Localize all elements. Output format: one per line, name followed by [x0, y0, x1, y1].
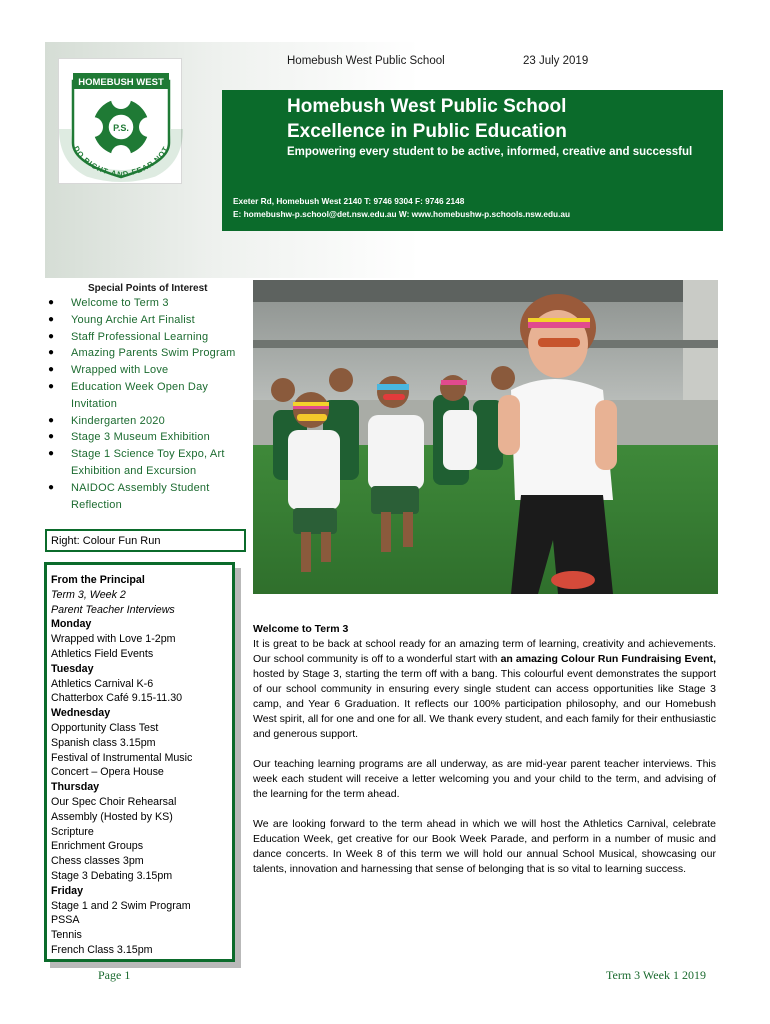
- header-date: 23 July 2019: [523, 55, 589, 67]
- principal-term: Term 3, Week 2: [51, 588, 126, 601]
- principal-title: From the Principal: [51, 574, 145, 586]
- schedule-item: Assembly (Hosted by KS): [51, 810, 173, 823]
- banner-contact: [233, 195, 718, 221]
- banner-title-line2: Excellence in Public Education: [287, 121, 567, 142]
- list-item: ● Wrapped with Love: [48, 362, 243, 379]
- list-item: ● Staff Professional Learning: [48, 329, 243, 346]
- list-item: ● Welcome to Term 3: [48, 295, 243, 312]
- schedule-item: Stage 1 and 2 Swim Program: [51, 899, 191, 912]
- day-heading-monday: Monday: [51, 618, 92, 631]
- colour-fun-run-photo: [253, 280, 718, 594]
- schedule-item: Scripture: [51, 825, 94, 838]
- welcome-article: [253, 622, 716, 892]
- svg-text:DO RIGHT AND FEAR NOT: DO RIGHT AND FEAR NOT: [71, 144, 171, 180]
- school-logo: [58, 58, 182, 184]
- list-item: ● Stage 1 Science Toy Expo, Art Exhibition and Excursion: [48, 448, 225, 477]
- schedule-item: Athletics Field Events: [51, 647, 154, 660]
- title-banner: [222, 90, 723, 231]
- article-heading: Welcome to Term 3: [253, 623, 349, 635]
- footer-term: Term 3 Week 1 2019: [606, 968, 706, 982]
- bullet-icon: ●: [48, 313, 55, 325]
- special-points-list: [48, 295, 243, 513]
- principal-subtitle: Parent Teacher Interviews: [51, 603, 175, 616]
- schedule-item: Concert – Opera House: [51, 766, 164, 779]
- schedule-item: Festival of Instrumental Music: [51, 751, 193, 764]
- bullet-icon: ●: [48, 414, 55, 426]
- schedule-item: PSSA: [51, 914, 80, 927]
- article-paragraph: Our teaching learning programs are all underway, as are mid-year parent teacher interviews. This week each student will receive a letter welcoming you and your child to the term, and advising of the learning for the term ahead.: [253, 758, 716, 800]
- list-item: ● Education Week Open Day Invitation: [48, 380, 209, 410]
- day-heading-tuesday: Tuesday: [51, 662, 94, 675]
- day-heading-thursday: Thursday: [51, 781, 100, 794]
- article-paragraph: It is great to be back at school ready for an amazing term of learning, creativity and achievements. Our school community is off to a wonderful start with an amazing Colour Run Fundraising Event, hosted by Stage 3, starting the term off with a bang. This colourful event demonstrates the support of our school community in ensuring every single student can access opportunities like Stage 3 camp, and Year 6 Graduation. It reflects our 100% participation philosophy, and our Homebush West spirit, all for one and one for all. We thank every student, and each family for their enthusiastic and generous support.: [253, 638, 717, 740]
- principal-box: [44, 562, 235, 962]
- banner-title: [287, 94, 707, 144]
- special-points-title: Special Points of Interest: [88, 283, 208, 294]
- banner-tagline: Empowering every student to be active, informed, creative and successful: [287, 146, 693, 158]
- page-number: Page 1: [98, 968, 131, 982]
- schedule-item: Chess classes 3pm: [51, 855, 144, 868]
- bullet-icon: ●: [48, 431, 55, 443]
- bullet-icon: ●: [48, 448, 55, 460]
- schedule-item: Opportunity Class Test: [51, 721, 159, 734]
- article-paragraph: We are looking forward to the term ahead in which we will host the Athletics Carnival, celebrate Education Week, get creative for our Book Week Parade, and perform in a number of music and dance concerts. In Week 8 of this term we will hold our annual School Musical, showcasing our talents, innovation and harnessing that sense of belonging that is so vital to learning success.: [253, 818, 716, 875]
- schedule-item: Our Spec Choir Rehearsal: [51, 795, 177, 808]
- schedule-item: Athletics Carnival K-6: [51, 677, 154, 690]
- schedule-item: French Class 3.15pm: [51, 943, 153, 956]
- schedule-item: Tennis: [51, 929, 82, 942]
- bullet-icon: ●: [48, 380, 55, 392]
- list-item: ● Kindergarten 2020: [48, 413, 243, 430]
- photo-caption: Right: Colour Fun Run: [45, 529, 246, 552]
- svg-text:HOMEBUSH WEST: HOMEBUSH WEST: [78, 77, 164, 88]
- list-item: ● Amazing Parents Swim Program: [48, 345, 243, 362]
- bullet-icon: ●: [48, 297, 55, 308]
- day-heading-friday: Friday: [51, 884, 84, 897]
- bullet-icon: ●: [48, 330, 55, 342]
- contact-address: Exeter Rd, Homebush West 2140 T: 9746 9304 F: 9746 2148: [233, 196, 465, 206]
- list-item: ● NAIDOC Assembly Student Reflection: [48, 481, 210, 511]
- schedule-item: Wrapped with Love 1-2pm: [51, 633, 176, 646]
- schedule-item: Enrichment Groups: [51, 840, 144, 853]
- list-item: ● Stage 3 Museum Exhibition: [48, 429, 243, 446]
- schedule-item: Chatterbox Café 9.15-11.30: [51, 692, 183, 705]
- bullet-icon: ●: [48, 364, 55, 376]
- svg-text:P.S.: P.S.: [113, 123, 129, 133]
- schedule-item: Stage 3 Debating 3.15pm: [51, 869, 173, 882]
- bullet-icon: ●: [48, 347, 55, 359]
- schedule-item: Spanish class 3.15pm: [51, 736, 156, 749]
- banner-title-line1: Homebush West Public School: [287, 96, 567, 117]
- day-heading-wednesday: Wednesday: [51, 707, 111, 720]
- bullet-icon: ●: [48, 481, 55, 493]
- contact-email-web: E: homebushw-p.school@det.nsw.edu.au W: www.homebushw-p.schools.nsw.edu.au: [233, 209, 571, 219]
- header-school-name: Homebush West Public School: [287, 55, 445, 67]
- list-item: ● Young Archie Art Finalist: [48, 312, 243, 329]
